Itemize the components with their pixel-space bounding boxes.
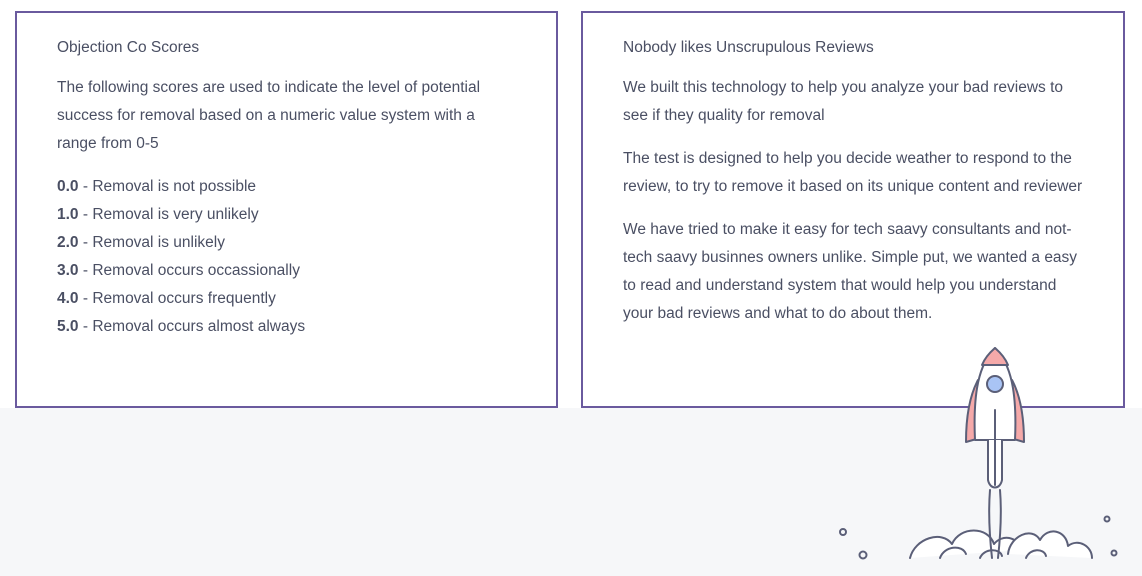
score-item bbox=[57, 285, 516, 313]
score-value: 2.0 bbox=[57, 234, 79, 251]
score-value: 5.0 bbox=[57, 318, 79, 335]
about-paragraph: We built this technology to help you analyze your bad reviews to see if they quality for removal bbox=[623, 79, 1063, 124]
scores-card bbox=[15, 11, 558, 408]
score-value: 3.0 bbox=[57, 262, 79, 279]
score-item bbox=[57, 173, 516, 201]
score-value: 0.0 bbox=[57, 178, 79, 195]
score-text: - Removal occurs almost always bbox=[78, 318, 306, 335]
rocket-launch-icon bbox=[830, 340, 1130, 570]
score-list bbox=[57, 173, 516, 341]
score-text: - Removal occurs occassionally bbox=[78, 262, 300, 279]
about-card-title: Nobody likes Unscrupulous Reviews bbox=[623, 39, 874, 56]
score-value: 4.0 bbox=[57, 290, 79, 307]
scores-description: The following scores are used to indicate the level of potential success for removal based on a numeric value system with a range from 0-5 bbox=[57, 79, 481, 152]
score-text: - Removal is very unlikely bbox=[78, 206, 259, 223]
score-item bbox=[57, 229, 516, 257]
score-item bbox=[57, 257, 516, 285]
score-value: 1.0 bbox=[57, 206, 79, 223]
score-item bbox=[57, 313, 516, 341]
score-text: - Removal is not possible bbox=[78, 178, 257, 195]
about-paragraph: The test is designed to help you decide weather to respond to the review, to try to remove it based on its unique content and reviewer bbox=[623, 150, 1083, 195]
scores-card-title: Objection Co Scores bbox=[57, 39, 200, 56]
score-text: - Removal is unlikely bbox=[78, 234, 225, 251]
about-paragraph: We have tried to make it easy for tech saavy consultants and not-tech saavy businnes owners unlike. Simple put, we wanted a easy to read and understand system that would help you understand your bad reviews and what to do about them. bbox=[623, 221, 1078, 322]
score-item bbox=[57, 201, 516, 229]
score-text: - Removal occurs frequently bbox=[78, 290, 276, 307]
